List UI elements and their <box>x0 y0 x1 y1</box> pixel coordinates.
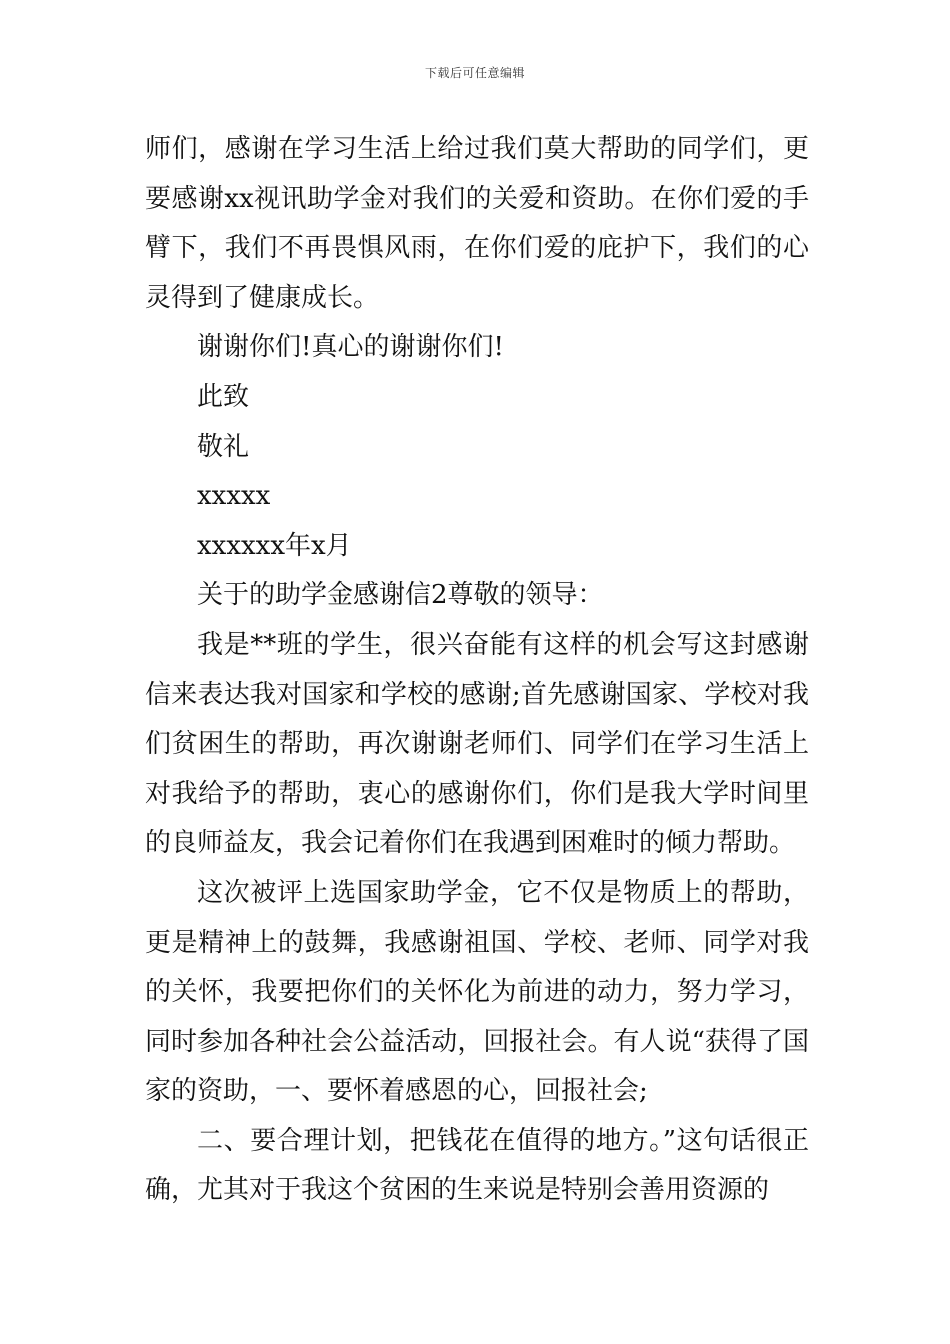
paragraph-8: 我是**班的学生，很兴奋能有这样的机会写这封感谢信来表达我对国家和学校的感谢;首先感谢国家、学校对我们贫困生的帮助，再次谢谢老师们、同学们在学习生活上对我给予的帮助，衷心的感谢你们，你们是我大学时间里的良师益友，我会记着你们在我遇到困难时的倾力帮助。 <box>145 629 809 859</box>
paragraph-4: 敬礼 <box>197 431 250 462</box>
document-body <box>145 125 809 1216</box>
paragraph-7: 关于的助学金感谢信2尊敬的领导： <box>197 580 604 611</box>
paragraph-2: 谢谢你们!真心的谢谢你们! <box>197 332 504 363</box>
paragraph-9: 这次被评上选国家助学金，它不仅是物质上的帮助，更是精神上的鼓舞，我感谢祖国、学校、老师、同学对我的关怀，我要把你们的关怀化为前进的动力，努力学习，同时参加各种社会公益活动，回报社会。有人说“获得了国家的资助，一、要怀着感恩的心，回报社会; <box>145 877 809 1107</box>
paragraph-6: xxxxxx年x月 <box>197 530 352 561</box>
page-header: 下载后可任意编辑 <box>424 66 525 80</box>
paragraph-3: 此致 <box>197 381 250 412</box>
paragraph-10: 二、要合理计划，把钱花在值得的地方。”这句话很正确，尤其对于我这个贫困的生来说是特别会善用资源的 <box>145 1125 809 1206</box>
paragraph-1: 师们，感谢在学习生活上给过我们莫大帮助的同学们，更要感谢xx视讯助学金对我们的关爱和资助。在你们爱的手臂下，我们不再畏惧风雨，在你们爱的庇护下，我们的心灵得到了健康成长。 <box>145 134 809 313</box>
paragraph-5: xxxxx <box>197 481 271 512</box>
